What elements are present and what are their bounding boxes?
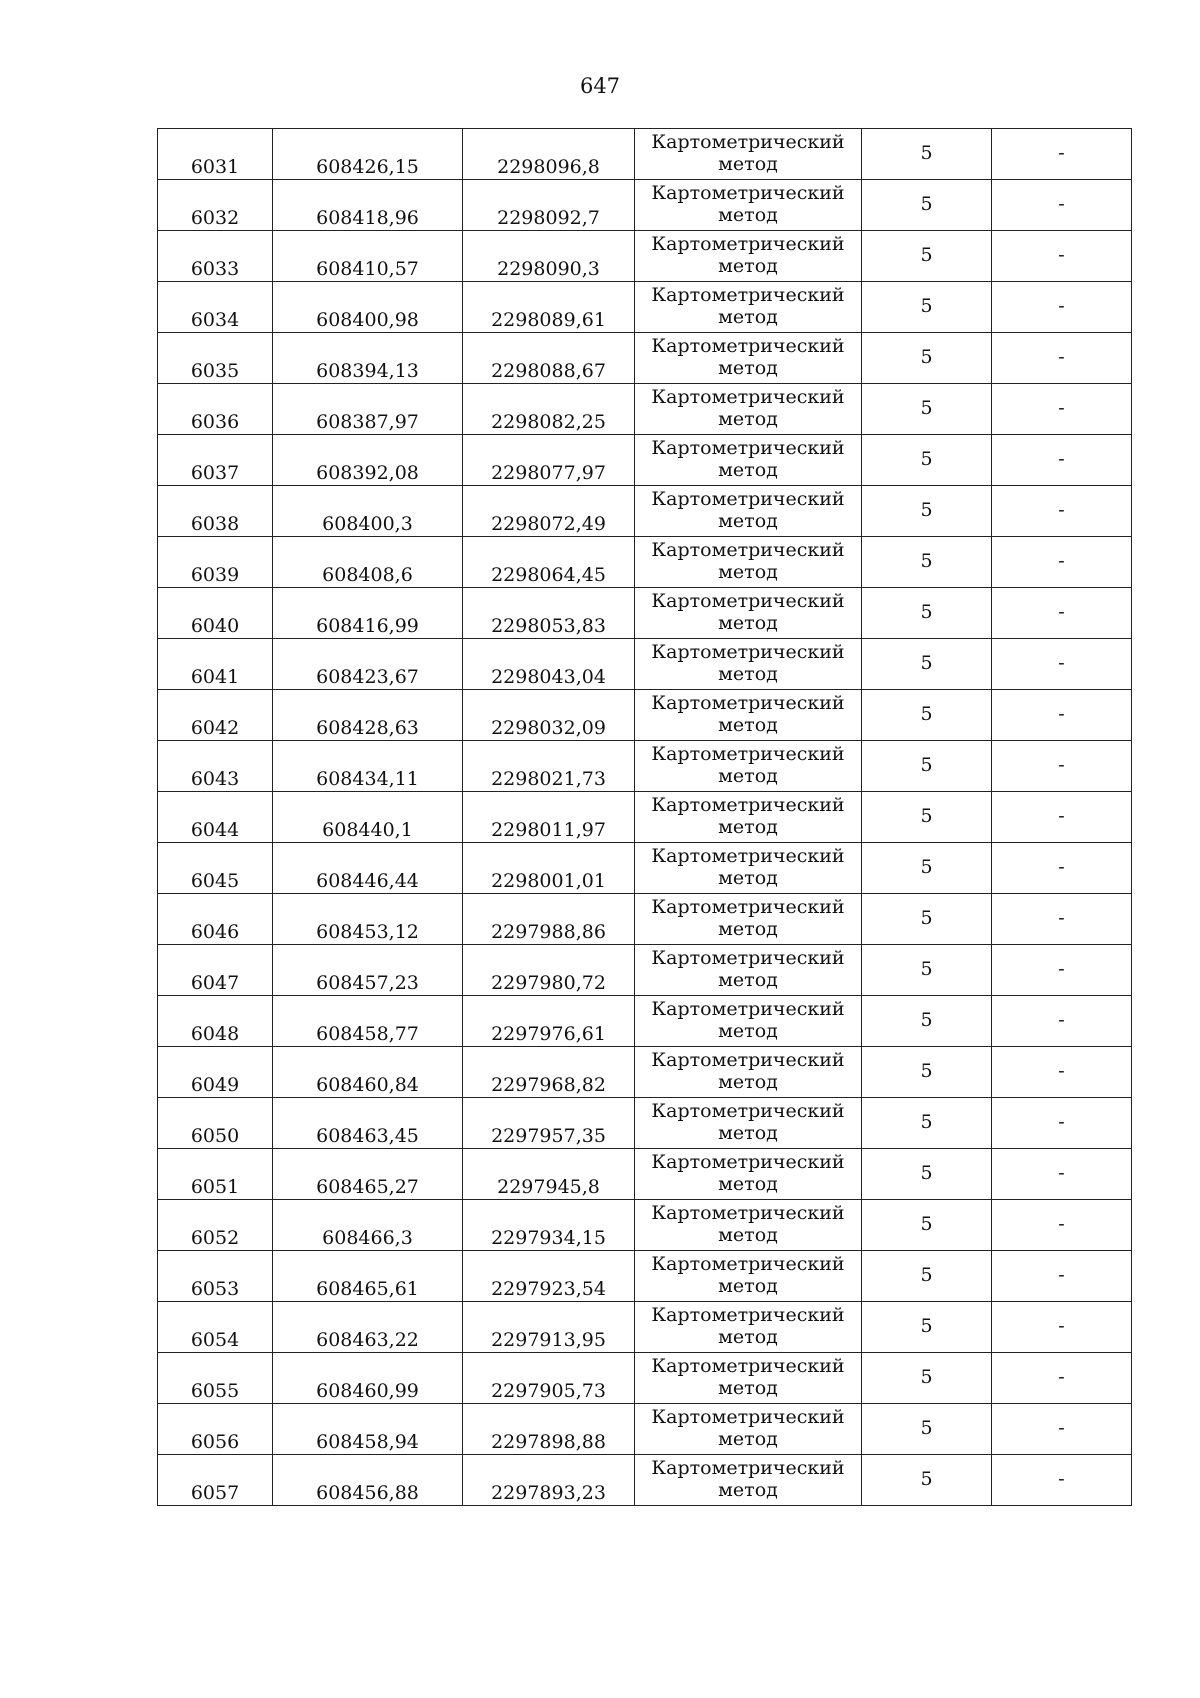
point-id-cell: 6053 bbox=[158, 1251, 273, 1302]
note-cell: - bbox=[992, 1098, 1132, 1149]
note-cell: - bbox=[992, 537, 1132, 588]
table-row bbox=[158, 1404, 1132, 1455]
method-cell bbox=[635, 333, 862, 384]
point-id-cell: 6044 bbox=[158, 792, 273, 843]
y-coordinate-cell: 2298089,61 bbox=[463, 282, 635, 333]
accuracy-cell: 5 bbox=[862, 639, 992, 690]
method-line-1: Картометрический bbox=[651, 182, 845, 205]
method-cell bbox=[635, 1302, 862, 1353]
method-line-2: метод bbox=[718, 510, 778, 532]
method-line-1: Картометрический bbox=[651, 1253, 845, 1276]
note-cell: - bbox=[992, 180, 1132, 231]
method-line-2: метод bbox=[718, 765, 778, 787]
method-cell bbox=[635, 588, 862, 639]
note-cell: - bbox=[992, 1455, 1132, 1506]
x-coordinate-cell: 608460,84 bbox=[273, 1047, 463, 1098]
table-row bbox=[158, 180, 1132, 231]
method-line-2: метод bbox=[718, 153, 778, 175]
method-line-2: метод bbox=[718, 816, 778, 838]
table-row bbox=[158, 588, 1132, 639]
note-cell: - bbox=[992, 588, 1132, 639]
table-row bbox=[158, 1251, 1132, 1302]
note-cell: - bbox=[992, 894, 1132, 945]
point-id-cell: 6037 bbox=[158, 435, 273, 486]
table-row bbox=[158, 1098, 1132, 1149]
coordinates-table-body bbox=[158, 129, 1132, 1506]
method-line-2: метод bbox=[718, 204, 778, 226]
note-cell: - bbox=[992, 639, 1132, 690]
x-coordinate-cell: 608408,6 bbox=[273, 537, 463, 588]
x-coordinate-cell: 608392,08 bbox=[273, 435, 463, 486]
method-cell bbox=[635, 1200, 862, 1251]
method-cell bbox=[635, 129, 862, 180]
note-cell: - bbox=[992, 1353, 1132, 1404]
point-id-cell: 6052 bbox=[158, 1200, 273, 1251]
y-coordinate-cell: 2297934,15 bbox=[463, 1200, 635, 1251]
method-cell bbox=[635, 282, 862, 333]
table-row bbox=[158, 486, 1132, 537]
table-row bbox=[158, 792, 1132, 843]
x-coordinate-cell: 608400,98 bbox=[273, 282, 463, 333]
y-coordinate-cell: 2298088,67 bbox=[463, 333, 635, 384]
x-coordinate-cell: 608400,3 bbox=[273, 486, 463, 537]
note-cell: - bbox=[992, 333, 1132, 384]
method-line-2: метод bbox=[718, 1173, 778, 1195]
method-cell bbox=[635, 996, 862, 1047]
y-coordinate-cell: 2297905,73 bbox=[463, 1353, 635, 1404]
table-row bbox=[158, 894, 1132, 945]
method-line-1: Картометрический bbox=[651, 845, 845, 868]
accuracy-cell: 5 bbox=[862, 1251, 992, 1302]
point-id-cell: 6051 bbox=[158, 1149, 273, 1200]
point-id-cell: 6034 bbox=[158, 282, 273, 333]
accuracy-cell: 5 bbox=[862, 1404, 992, 1455]
method-line-1: Картометрический bbox=[651, 896, 845, 919]
note-cell: - bbox=[992, 843, 1132, 894]
method-line-1: Картометрический bbox=[651, 947, 845, 970]
method-cell bbox=[635, 1353, 862, 1404]
method-line-2: метод bbox=[718, 969, 778, 991]
method-cell bbox=[635, 1404, 862, 1455]
method-line-2: метод bbox=[718, 1428, 778, 1450]
method-line-1: Картометрический bbox=[651, 1100, 845, 1123]
x-coordinate-cell: 608458,94 bbox=[273, 1404, 463, 1455]
y-coordinate-cell: 2297923,54 bbox=[463, 1251, 635, 1302]
method-line-1: Картометрический bbox=[651, 284, 845, 307]
note-cell: - bbox=[992, 1047, 1132, 1098]
table-row bbox=[158, 1302, 1132, 1353]
x-coordinate-cell: 608458,77 bbox=[273, 996, 463, 1047]
table-row bbox=[158, 945, 1132, 996]
x-coordinate-cell: 608465,27 bbox=[273, 1149, 463, 1200]
y-coordinate-cell: 2297893,23 bbox=[463, 1455, 635, 1506]
accuracy-cell: 5 bbox=[862, 996, 992, 1047]
y-coordinate-cell: 2298090,3 bbox=[463, 231, 635, 282]
y-coordinate-cell: 2297898,88 bbox=[463, 1404, 635, 1455]
x-coordinate-cell: 608465,61 bbox=[273, 1251, 463, 1302]
accuracy-cell: 5 bbox=[862, 1302, 992, 1353]
point-id-cell: 6045 bbox=[158, 843, 273, 894]
method-line-1: Картометрический bbox=[651, 743, 845, 766]
method-cell bbox=[635, 537, 862, 588]
method-line-2: метод bbox=[718, 1071, 778, 1093]
note-cell: - bbox=[992, 1149, 1132, 1200]
y-coordinate-cell: 2297968,82 bbox=[463, 1047, 635, 1098]
note-cell: - bbox=[992, 282, 1132, 333]
x-coordinate-cell: 608434,11 bbox=[273, 741, 463, 792]
method-cell bbox=[635, 1098, 862, 1149]
y-coordinate-cell: 2297988,86 bbox=[463, 894, 635, 945]
note-cell: - bbox=[992, 792, 1132, 843]
method-line-1: Картометрический bbox=[651, 590, 845, 613]
accuracy-cell: 5 bbox=[862, 486, 992, 537]
point-id-cell: 6054 bbox=[158, 1302, 273, 1353]
x-coordinate-cell: 608446,44 bbox=[273, 843, 463, 894]
x-coordinate-cell: 608463,45 bbox=[273, 1098, 463, 1149]
accuracy-cell: 5 bbox=[862, 129, 992, 180]
method-cell bbox=[635, 180, 862, 231]
x-coordinate-cell: 608418,96 bbox=[273, 180, 463, 231]
accuracy-cell: 5 bbox=[862, 894, 992, 945]
accuracy-cell: 5 bbox=[862, 945, 992, 996]
x-coordinate-cell: 608463,22 bbox=[273, 1302, 463, 1353]
method-line-1: Картометрический bbox=[651, 233, 845, 256]
x-coordinate-cell: 608416,99 bbox=[273, 588, 463, 639]
y-coordinate-cell: 2298053,83 bbox=[463, 588, 635, 639]
method-cell bbox=[635, 435, 862, 486]
table-row bbox=[158, 843, 1132, 894]
accuracy-cell: 5 bbox=[862, 741, 992, 792]
point-id-cell: 6050 bbox=[158, 1098, 273, 1149]
table-row bbox=[158, 690, 1132, 741]
y-coordinate-cell: 2298096,8 bbox=[463, 129, 635, 180]
point-id-cell: 6057 bbox=[158, 1455, 273, 1506]
point-id-cell: 6031 bbox=[158, 129, 273, 180]
y-coordinate-cell: 2298032,09 bbox=[463, 690, 635, 741]
table-row bbox=[158, 741, 1132, 792]
y-coordinate-cell: 2298021,73 bbox=[463, 741, 635, 792]
table-row bbox=[158, 1353, 1132, 1404]
table-row bbox=[158, 537, 1132, 588]
method-line-1: Картометрический bbox=[651, 1151, 845, 1174]
method-line-2: метод bbox=[718, 612, 778, 634]
x-coordinate-cell: 608428,63 bbox=[273, 690, 463, 741]
point-id-cell: 6032 bbox=[158, 180, 273, 231]
table-row bbox=[158, 639, 1132, 690]
method-line-1: Картометрический bbox=[651, 1355, 845, 1378]
method-line-1: Картометрический bbox=[651, 1457, 845, 1480]
method-line-2: метод bbox=[718, 1224, 778, 1246]
table-row bbox=[158, 282, 1132, 333]
method-line-1: Картометрический bbox=[651, 1049, 845, 1072]
accuracy-cell: 5 bbox=[862, 588, 992, 639]
note-cell: - bbox=[992, 1200, 1132, 1251]
coordinates-table bbox=[157, 128, 1132, 1506]
y-coordinate-cell: 2297913,95 bbox=[463, 1302, 635, 1353]
accuracy-cell: 5 bbox=[862, 1353, 992, 1404]
table-row bbox=[158, 231, 1132, 282]
method-cell bbox=[635, 486, 862, 537]
accuracy-cell: 5 bbox=[862, 1200, 992, 1251]
accuracy-cell: 5 bbox=[862, 537, 992, 588]
accuracy-cell: 5 bbox=[862, 1149, 992, 1200]
note-cell: - bbox=[992, 486, 1132, 537]
method-line-2: метод bbox=[718, 867, 778, 889]
x-coordinate-cell: 608456,88 bbox=[273, 1455, 463, 1506]
point-id-cell: 6041 bbox=[158, 639, 273, 690]
method-line-1: Картометрический bbox=[651, 335, 845, 358]
method-line-2: метод bbox=[718, 1122, 778, 1144]
x-coordinate-cell: 608387,97 bbox=[273, 384, 463, 435]
note-cell: - bbox=[992, 690, 1132, 741]
accuracy-cell: 5 bbox=[862, 384, 992, 435]
table-row bbox=[158, 1047, 1132, 1098]
point-id-cell: 6046 bbox=[158, 894, 273, 945]
accuracy-cell: 5 bbox=[862, 282, 992, 333]
method-cell bbox=[635, 945, 862, 996]
method-line-2: метод bbox=[718, 663, 778, 685]
method-cell bbox=[635, 1455, 862, 1506]
method-line-2: метод bbox=[718, 1275, 778, 1297]
y-coordinate-cell: 2297976,61 bbox=[463, 996, 635, 1047]
y-coordinate-cell: 2298001,01 bbox=[463, 843, 635, 894]
note-cell: - bbox=[992, 231, 1132, 282]
y-coordinate-cell: 2298082,25 bbox=[463, 384, 635, 435]
note-cell: - bbox=[992, 435, 1132, 486]
accuracy-cell: 5 bbox=[862, 180, 992, 231]
accuracy-cell: 5 bbox=[862, 333, 992, 384]
method-cell bbox=[635, 1251, 862, 1302]
accuracy-cell: 5 bbox=[862, 1455, 992, 1506]
point-id-cell: 6035 bbox=[158, 333, 273, 384]
note-cell: - bbox=[992, 1251, 1132, 1302]
method-line-1: Картометрический bbox=[651, 692, 845, 715]
method-line-1: Картометрический bbox=[651, 488, 845, 511]
method-cell bbox=[635, 639, 862, 690]
method-line-1: Картометрический bbox=[651, 386, 845, 409]
x-coordinate-cell: 608426,15 bbox=[273, 129, 463, 180]
method-line-2: метод bbox=[718, 918, 778, 940]
point-id-cell: 6036 bbox=[158, 384, 273, 435]
point-id-cell: 6042 bbox=[158, 690, 273, 741]
note-cell: - bbox=[992, 384, 1132, 435]
note-cell: - bbox=[992, 741, 1132, 792]
table-row bbox=[158, 996, 1132, 1047]
method-line-1: Картометрический bbox=[651, 998, 845, 1021]
table-row bbox=[158, 435, 1132, 486]
accuracy-cell: 5 bbox=[862, 435, 992, 486]
y-coordinate-cell: 2297957,35 bbox=[463, 1098, 635, 1149]
method-cell bbox=[635, 741, 862, 792]
method-line-1: Картометрический bbox=[651, 539, 845, 562]
method-cell bbox=[635, 1149, 862, 1200]
table-row bbox=[158, 129, 1132, 180]
method-line-2: метод bbox=[718, 1326, 778, 1348]
method-line-2: метод bbox=[718, 408, 778, 430]
method-line-2: метод bbox=[718, 357, 778, 379]
method-line-2: метод bbox=[718, 1377, 778, 1399]
y-coordinate-cell: 2298011,97 bbox=[463, 792, 635, 843]
note-cell: - bbox=[992, 1404, 1132, 1455]
method-line-2: метод bbox=[718, 459, 778, 481]
x-coordinate-cell: 608457,23 bbox=[273, 945, 463, 996]
method-line-2: метод bbox=[718, 255, 778, 277]
point-id-cell: 6039 bbox=[158, 537, 273, 588]
method-line-1: Картометрический bbox=[651, 131, 845, 154]
method-line-1: Картометрический bbox=[651, 794, 845, 817]
note-cell: - bbox=[992, 945, 1132, 996]
table-row bbox=[158, 384, 1132, 435]
x-coordinate-cell: 608466,3 bbox=[273, 1200, 463, 1251]
x-coordinate-cell: 608453,12 bbox=[273, 894, 463, 945]
table-row bbox=[158, 333, 1132, 384]
x-coordinate-cell: 608460,99 bbox=[273, 1353, 463, 1404]
note-cell: - bbox=[992, 129, 1132, 180]
accuracy-cell: 5 bbox=[862, 1047, 992, 1098]
accuracy-cell: 5 bbox=[862, 231, 992, 282]
method-cell bbox=[635, 231, 862, 282]
accuracy-cell: 5 bbox=[862, 792, 992, 843]
point-id-cell: 6038 bbox=[158, 486, 273, 537]
point-id-cell: 6056 bbox=[158, 1404, 273, 1455]
method-line-2: метод bbox=[718, 306, 778, 328]
x-coordinate-cell: 608410,57 bbox=[273, 231, 463, 282]
method-line-2: метод bbox=[718, 1020, 778, 1042]
y-coordinate-cell: 2298043,04 bbox=[463, 639, 635, 690]
table-row bbox=[158, 1200, 1132, 1251]
point-id-cell: 6055 bbox=[158, 1353, 273, 1404]
method-cell bbox=[635, 843, 862, 894]
accuracy-cell: 5 bbox=[862, 1098, 992, 1149]
method-line-1: Картометрический bbox=[651, 1406, 845, 1429]
y-coordinate-cell: 2298064,45 bbox=[463, 537, 635, 588]
point-id-cell: 6040 bbox=[158, 588, 273, 639]
accuracy-cell: 5 bbox=[862, 690, 992, 741]
method-line-1: Картометрический bbox=[651, 641, 845, 664]
y-coordinate-cell: 2298072,49 bbox=[463, 486, 635, 537]
y-coordinate-cell: 2298077,97 bbox=[463, 435, 635, 486]
x-coordinate-cell: 608394,13 bbox=[273, 333, 463, 384]
method-line-1: Картометрический bbox=[651, 1304, 845, 1327]
method-cell bbox=[635, 1047, 862, 1098]
table-row bbox=[158, 1455, 1132, 1506]
method-line-1: Картометрический bbox=[651, 437, 845, 460]
page-number: 647 bbox=[579, 74, 621, 98]
point-id-cell: 6033 bbox=[158, 231, 273, 282]
method-line-2: метод bbox=[718, 561, 778, 583]
point-id-cell: 6047 bbox=[158, 945, 273, 996]
x-coordinate-cell: 608440,1 bbox=[273, 792, 463, 843]
point-id-cell: 6043 bbox=[158, 741, 273, 792]
note-cell: - bbox=[992, 996, 1132, 1047]
method-cell bbox=[635, 690, 862, 741]
table-row bbox=[158, 1149, 1132, 1200]
point-id-cell: 6049 bbox=[158, 1047, 273, 1098]
note-cell: - bbox=[992, 1302, 1132, 1353]
y-coordinate-cell: 2297945,8 bbox=[463, 1149, 635, 1200]
method-cell bbox=[635, 894, 862, 945]
method-line-2: метод bbox=[718, 1479, 778, 1501]
method-line-1: Картометрический bbox=[651, 1202, 845, 1225]
accuracy-cell: 5 bbox=[862, 843, 992, 894]
method-cell bbox=[635, 384, 862, 435]
y-coordinate-cell: 2298092,7 bbox=[463, 180, 635, 231]
y-coordinate-cell: 2297980,72 bbox=[463, 945, 635, 996]
method-line-2: метод bbox=[718, 714, 778, 736]
point-id-cell: 6048 bbox=[158, 996, 273, 1047]
method-cell bbox=[635, 792, 862, 843]
x-coordinate-cell: 608423,67 bbox=[273, 639, 463, 690]
